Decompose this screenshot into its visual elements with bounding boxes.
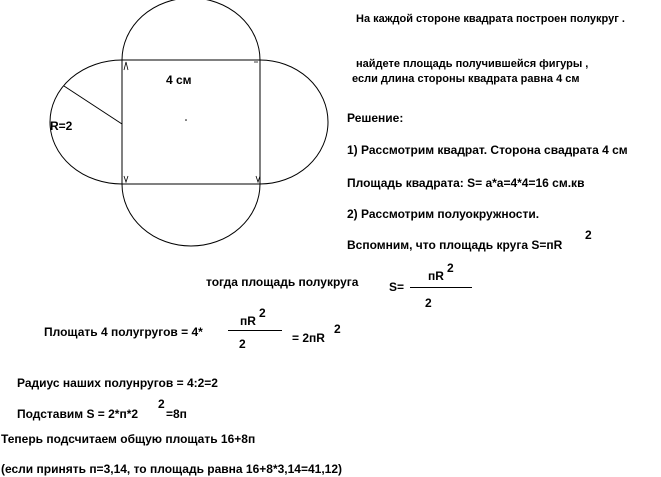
radius-line-text: Радиус наших полунругов = 4:2=2 bbox=[17, 376, 218, 390]
four-halves-result-exponent: 2 bbox=[334, 322, 341, 336]
radius-label: R=2 bbox=[50, 119, 73, 133]
radius-line bbox=[64, 86, 122, 124]
step-1-text: 1) Рассмотрим квадрат. Сторона свадрата 4 см bbox=[347, 143, 628, 157]
four-halves-result: = 2пR bbox=[292, 331, 325, 345]
four-halves-fraction-bar bbox=[228, 330, 282, 331]
half-circle-numerator-exponent: 2 bbox=[447, 261, 454, 275]
square-with-semicircles-figure bbox=[0, 0, 340, 260]
circle-area-exponent: 2 bbox=[585, 228, 592, 242]
final-text: (если принять п=3,14, то площадь равна 16+8*3,14=41,12) bbox=[1, 462, 343, 476]
problem-statement: На каждой стороне квадрата построен полукруг . bbox=[356, 13, 625, 25]
corner-ticks bbox=[124, 62, 260, 182]
half-circle-s: S= bbox=[389, 280, 405, 294]
circle-area-text: Вспомним, что площадь круга S=пR bbox=[347, 238, 563, 252]
total-text: Теперь подсчитаем общую площать 16+8п bbox=[1, 432, 256, 446]
center-dot bbox=[185, 119, 187, 121]
four-halves-numerator: пR bbox=[240, 314, 256, 328]
half-circle-denominator: 2 bbox=[425, 296, 432, 310]
square-area-text: Площадь квадрата: S= a*a=4*4=16 см.кв bbox=[347, 176, 585, 190]
half-circle-fraction-bar bbox=[410, 287, 472, 288]
half-circle-numerator: пR bbox=[428, 269, 444, 283]
side-label: 4 см bbox=[166, 73, 192, 87]
top-semicircle bbox=[122, 0, 260, 60]
task-line-1: найдете площадь получившейся фигуры , bbox=[356, 58, 589, 70]
substitute-result: =8п bbox=[166, 407, 187, 421]
right-semicircle bbox=[260, 60, 328, 184]
four-halves-label: Площать 4 полугругов = 4* bbox=[44, 325, 203, 339]
solution-heading: Решение: bbox=[347, 111, 404, 125]
half-circle-intro: тогда площадь полукруга bbox=[206, 275, 359, 289]
step-2-text: 2) Рассмотрим полуокружности. bbox=[347, 207, 540, 221]
task-line-2: если длина стороны квадрата равна 4 см bbox=[352, 73, 580, 85]
four-halves-denominator: 2 bbox=[239, 337, 246, 351]
four-halves-numerator-exponent: 2 bbox=[259, 306, 266, 320]
substitute-exponent: 2 bbox=[158, 397, 165, 411]
substitute-text: Подставим S = 2*п*2 bbox=[17, 407, 139, 421]
bottom-semicircle bbox=[122, 184, 260, 246]
